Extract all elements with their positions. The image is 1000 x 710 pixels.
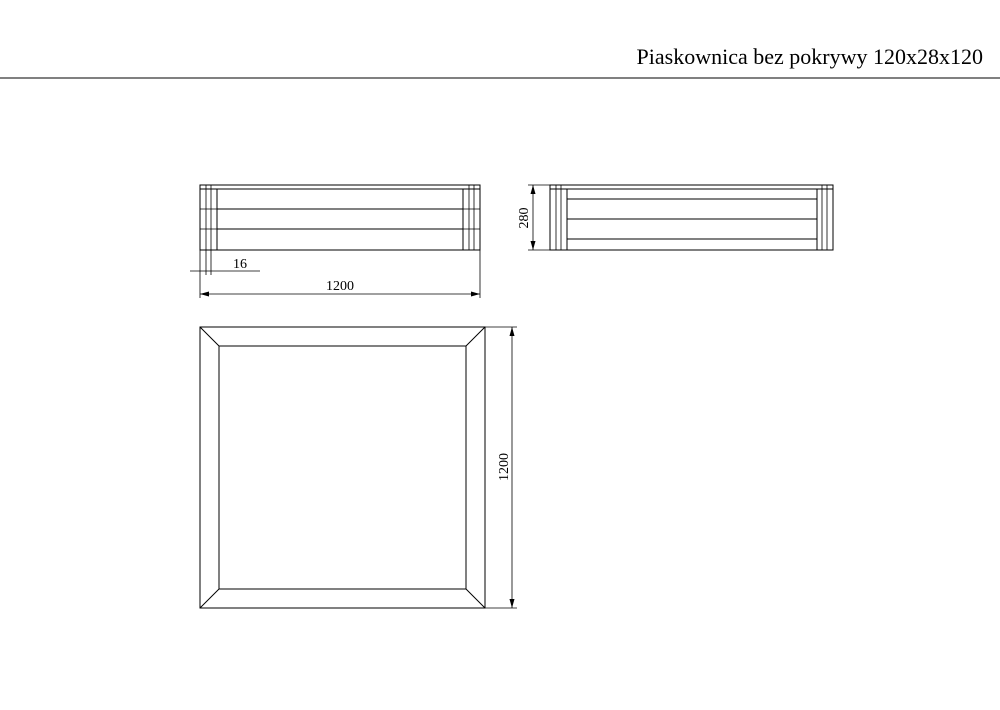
top-miter-tl [200,327,219,346]
top-view-outer-frame [200,327,485,608]
title-block [0,44,1000,78]
front-view-outline [200,185,480,250]
side-view [517,185,833,250]
board-thickness-dimension [190,250,260,275]
top-depth-dimension [485,327,517,608]
front-view [190,185,480,298]
dim-1200d-label: 1200 [497,453,512,481]
top-miter-bl [200,589,219,608]
dim-280-label: 280 [517,207,532,229]
dim-1200w-label: 1200 [326,279,354,294]
dim-1200d-arrow-bottom [510,599,515,608]
dim-280-arrow-bottom [531,241,536,250]
top-miter-tr [466,327,485,346]
top-view-inner-frame [219,346,466,589]
side-height-dimension [517,185,550,250]
dim-1200w-arrow-left [200,292,209,297]
top-view [200,327,517,608]
dim-1200w-arrow-right [471,292,480,297]
dim-280-arrow-top [531,185,536,194]
drawing-title: Piaskownica bez pokrywy 120x28x120 [636,44,983,69]
dim-16-label: 16 [233,257,247,272]
top-miter-br [466,589,485,608]
side-view-outline [550,185,833,250]
dim-1200d-arrow-top [510,327,515,336]
